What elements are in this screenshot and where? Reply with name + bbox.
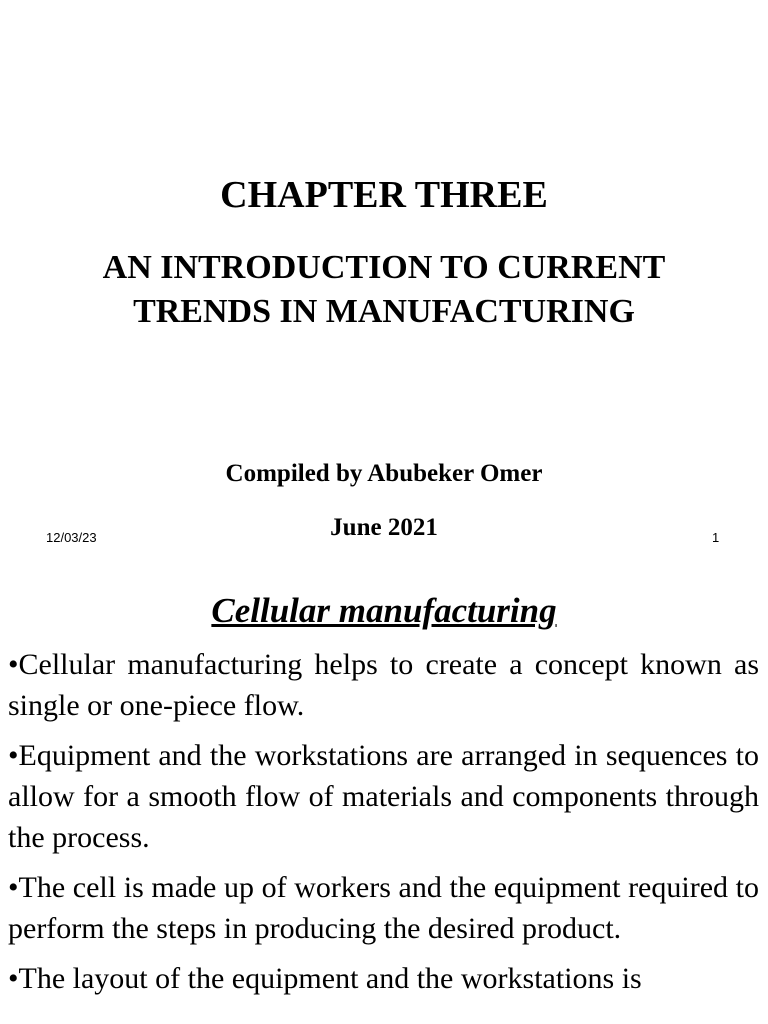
bullet-list: [8, 644, 759, 1008]
page-number: 1: [712, 530, 720, 545]
chapter-subtitle: [20, 246, 748, 334]
subtitle-line-1: AN INTRODUCTION TO CURRENT: [102, 249, 666, 286]
compiled-by-text: Compiled by Abubeker Omer: [225, 460, 543, 487]
bullet-item: •The cell is made up of workers and the equipment required to perform the steps in producing the desired product.: [8, 871, 759, 945]
chapter-title: CHAPTER THREE: [220, 174, 548, 216]
bullet-item: •Cellular manufacturing helps to create a concept known as single or one-piece flow.: [8, 648, 759, 722]
publication-date: June 2021: [330, 514, 438, 541]
footer-date: 12/03/23: [46, 530, 97, 545]
content-slide: [0, 576, 768, 1024]
subtitle-line-2: TRENDS IN MANUFACTURING: [133, 293, 635, 330]
bullet-item: •The layout of the equipment and the workstations is: [8, 962, 642, 995]
bullet-item: •Equipment and the workstations are arranged in sequences to allow for a smooth flow of materials and components through the process.: [8, 739, 759, 854]
section-heading: Cellular manufacturing: [211, 591, 557, 630]
